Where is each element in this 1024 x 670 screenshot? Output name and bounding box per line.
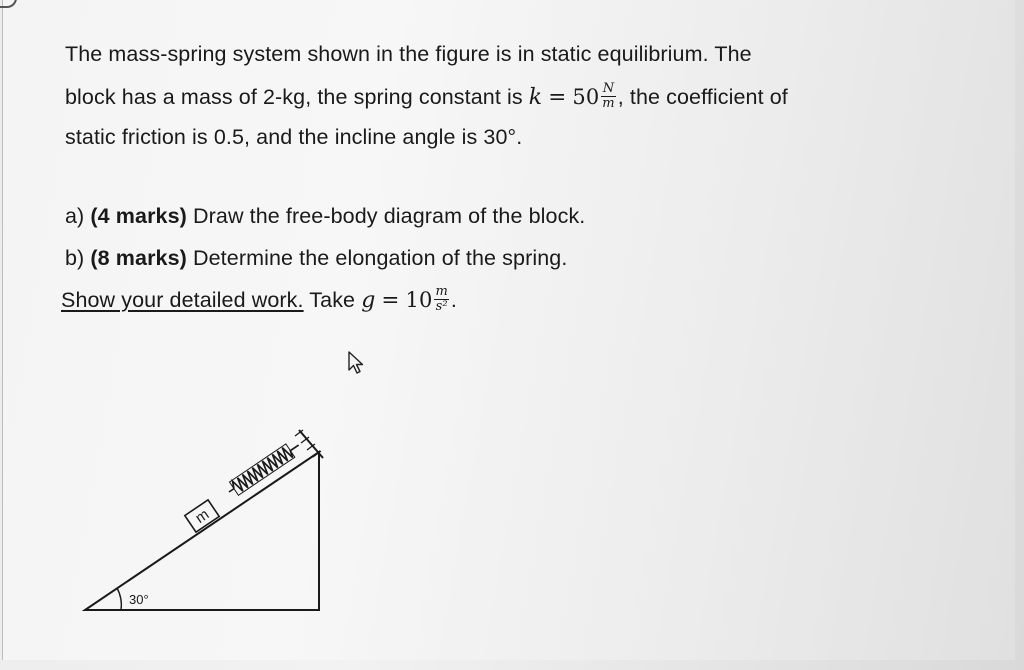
block-label: m xyxy=(192,505,213,527)
gravity-unit-denominator: s² xyxy=(435,299,448,314)
gravity-value: 10 xyxy=(405,288,433,313)
gravity-unit-numerator: m xyxy=(435,284,448,299)
spring-constant-value: 50 xyxy=(572,85,600,110)
instruction-end: . xyxy=(450,288,457,313)
angle-label: 30° xyxy=(129,592,149,607)
gravity-equals: = xyxy=(381,288,400,314)
question-b-text: Determine the elongation of the spring. xyxy=(193,246,568,270)
page-corner-mark xyxy=(0,0,17,8)
question-a xyxy=(65,204,585,229)
instruction-underlined: Show your detailed work. xyxy=(61,288,304,313)
incline-diagram xyxy=(81,420,331,620)
gravity-symbol: g xyxy=(361,288,376,314)
question-b-prefix: b) xyxy=(65,246,85,270)
incline-triangle xyxy=(85,452,319,610)
instruction-line xyxy=(61,284,457,316)
mouse-pointer-icon xyxy=(347,350,369,378)
problem-line-2-tail: , the coefficient of xyxy=(617,85,788,110)
angle-arc xyxy=(117,588,121,610)
spring-constant-unit xyxy=(601,82,615,111)
unit-numerator: N xyxy=(602,81,615,96)
question-b-marks: (8 marks) xyxy=(90,246,187,270)
problem-line-2-text: block has a mass of 2-kg, the spring constant is xyxy=(65,85,523,110)
unit-denominator: m xyxy=(602,96,615,111)
problem-line-1: The mass-spring system shown in the figure is in static equilibrium. The xyxy=(65,42,752,66)
gravity-unit xyxy=(434,285,448,314)
question-a-marks: (4 marks) xyxy=(90,204,187,228)
equals-sign: = xyxy=(548,85,567,111)
question-a-prefix: a) xyxy=(65,204,85,228)
problem-line-2 xyxy=(65,81,788,113)
problem-line-3: static friction is 0.5, and the incline angle is 30°. xyxy=(65,125,523,149)
spring-wall xyxy=(299,430,323,458)
document-page xyxy=(2,0,1015,660)
instruction-take: Take xyxy=(309,288,356,313)
mass-block xyxy=(185,500,219,532)
spring-constant-symbol: k xyxy=(528,85,543,111)
question-a-text: Draw the free-body diagram of the block. xyxy=(193,204,586,228)
question-b xyxy=(65,246,567,271)
